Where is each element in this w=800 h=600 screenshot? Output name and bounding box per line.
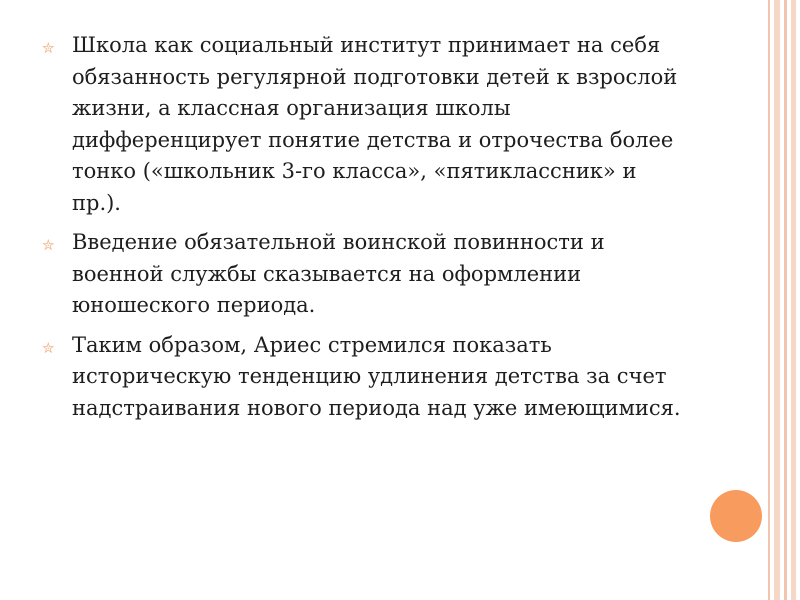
bullet-text: Введение обязательной воинской повинности и военной службы сказывается на оформлении юношеского периода.: [72, 230, 605, 317]
stripe: [768, 0, 770, 600]
bullet-text: Школа как социальный институт принимает на себя обязанность регулярной подготовки детей к взрослой жизни, а классная организация школы дифференцирует понятие детства и отрочества более тонко («школьник 3-го класса», «пятиклассник» и пр.).: [72, 33, 678, 215]
accent-circle: [710, 490, 762, 542]
bullet-star-icon: ✮: [42, 338, 55, 357]
bullet-list: [42, 30, 692, 432]
stripe: [774, 0, 780, 600]
bullet-item: [42, 330, 692, 425]
decorative-stripes: [760, 0, 800, 600]
stripe: [784, 0, 787, 600]
bullet-star-icon: ✮: [42, 39, 55, 57]
bullet-item: [42, 227, 692, 322]
bullet-text: Таким образом, Ариес стремился показать историческую тенденцию удлинения детства за счет надстраивания нового периода над уже имеющимися.: [72, 332, 681, 420]
bullet-star-icon: ✮: [42, 236, 55, 254]
stripe: [791, 0, 796, 600]
bullet-item: [42, 30, 692, 219]
